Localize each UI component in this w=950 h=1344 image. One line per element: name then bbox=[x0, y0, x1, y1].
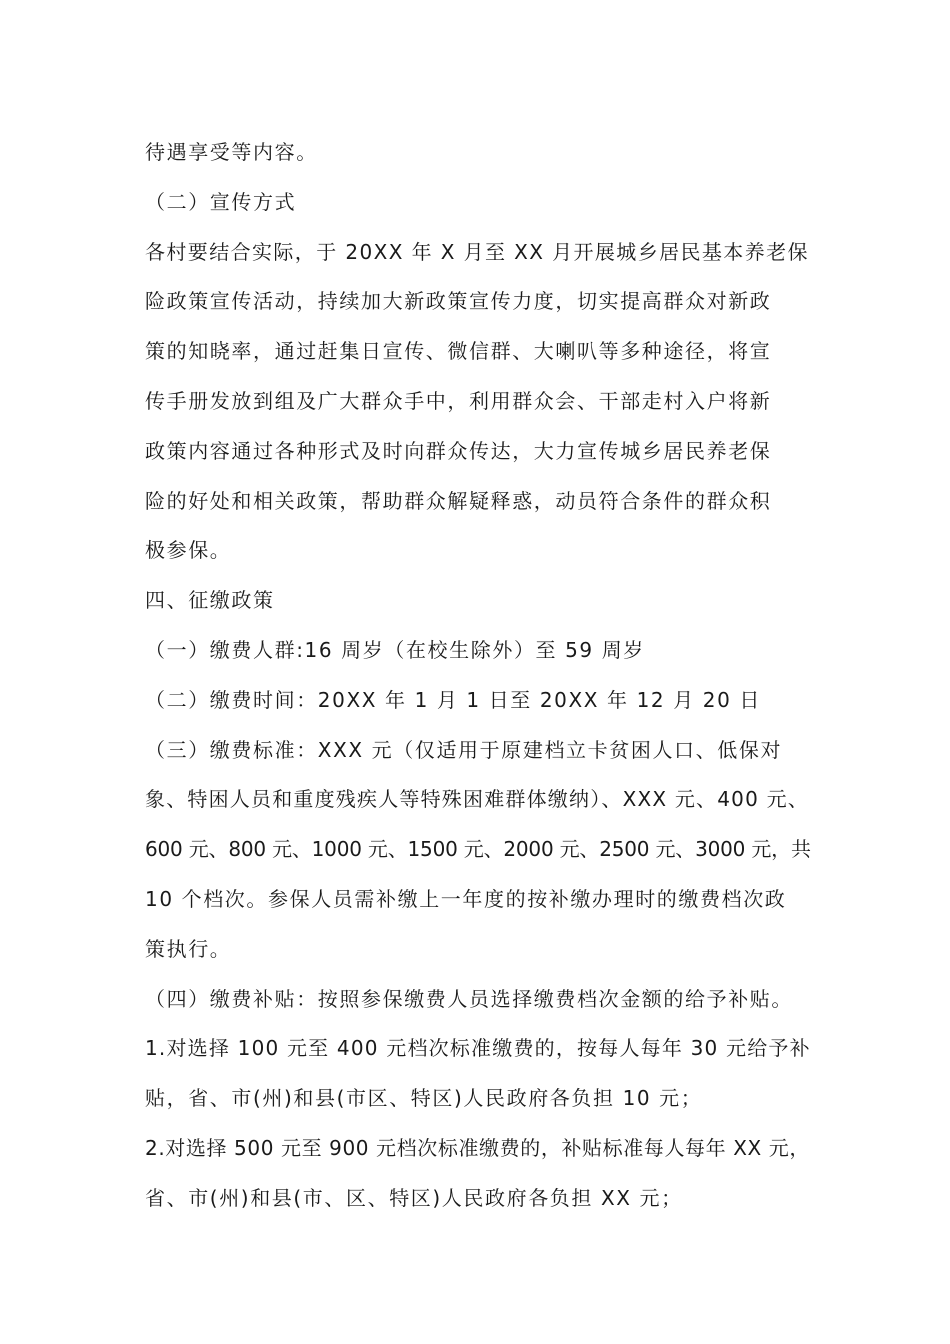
text-line: 策执行。 bbox=[145, 936, 232, 961]
text-line: （三）缴费标准：XXX 元（仅适用于原建档立卡贫困人口、低保对 bbox=[145, 737, 783, 762]
section-heading: 四、征缴政策 bbox=[145, 588, 275, 613]
text-line: 传手册发放到组及广大群众手中，利用群众会、干部走村入户将新 bbox=[145, 388, 772, 413]
text-line: 2.对选择 500 元至 900 元档次标准缴费的，补贴标准每人每年 XX 元， bbox=[145, 1135, 810, 1160]
text-line: （四）缴费补贴：按照参保缴费人员选择缴费档次金额的给予补贴。 bbox=[145, 986, 793, 1011]
text-line: 各村要结合实际，于 20XX 年 X 月至 XX 月开展城乡居民基本养老保 bbox=[145, 239, 809, 264]
text-line: 象、特困人员和重度残疾人等特殊困难群体缴纳）、XXX 元、400 元、 bbox=[145, 787, 809, 812]
text-line: 险的好处和相关政策，帮助群众解疑释惑，动员符合条件的群众积 bbox=[145, 488, 772, 513]
section-heading: （二）宣传方式 bbox=[145, 189, 297, 214]
text-line: 1.对选择 100 元至 400 元档次标准缴费的，按每人每年 30 元给予补 bbox=[145, 1036, 811, 1061]
text-line: 600 元、800 元、1000 元、1500 元、2000 元、2500 元、3000 元，共 bbox=[145, 837, 811, 862]
text-line: 策的知晓率，通过赶集日宣传、微信群、大喇叭等多种途径，将宣 bbox=[145, 339, 772, 364]
text-line: 省、市(州)和县(市、区、特区)人民政府各负担 XX 元； bbox=[145, 1185, 683, 1210]
text-line: 10 个档次。参保人员需补缴上一年度的按补缴办理时的缴费档次政 bbox=[145, 886, 787, 911]
text-line: 待遇享受等内容。 bbox=[145, 140, 318, 164]
text-line: 险政策宣传活动，持续加大新政策宣传力度，切实提高群众对新政 bbox=[145, 289, 772, 314]
text-line: 贴，省、市(州)和县(市区、特区)人民政府各负担 10 元； bbox=[145, 1086, 703, 1111]
text-line: （二）缴费时间：20XX 年 1 月 1 日至 20XX 年 12 月 20 日 bbox=[145, 687, 761, 712]
text-line: 极参保。 bbox=[145, 538, 232, 563]
document-body bbox=[145, 128, 815, 1224]
text-line: （一）缴费人群:16 周岁（在校生除外）至 59 周岁 bbox=[145, 637, 645, 662]
text-line: 政策内容通过各种形式及时向群众传达，大力宣传城乡居民养老保 bbox=[145, 438, 772, 463]
